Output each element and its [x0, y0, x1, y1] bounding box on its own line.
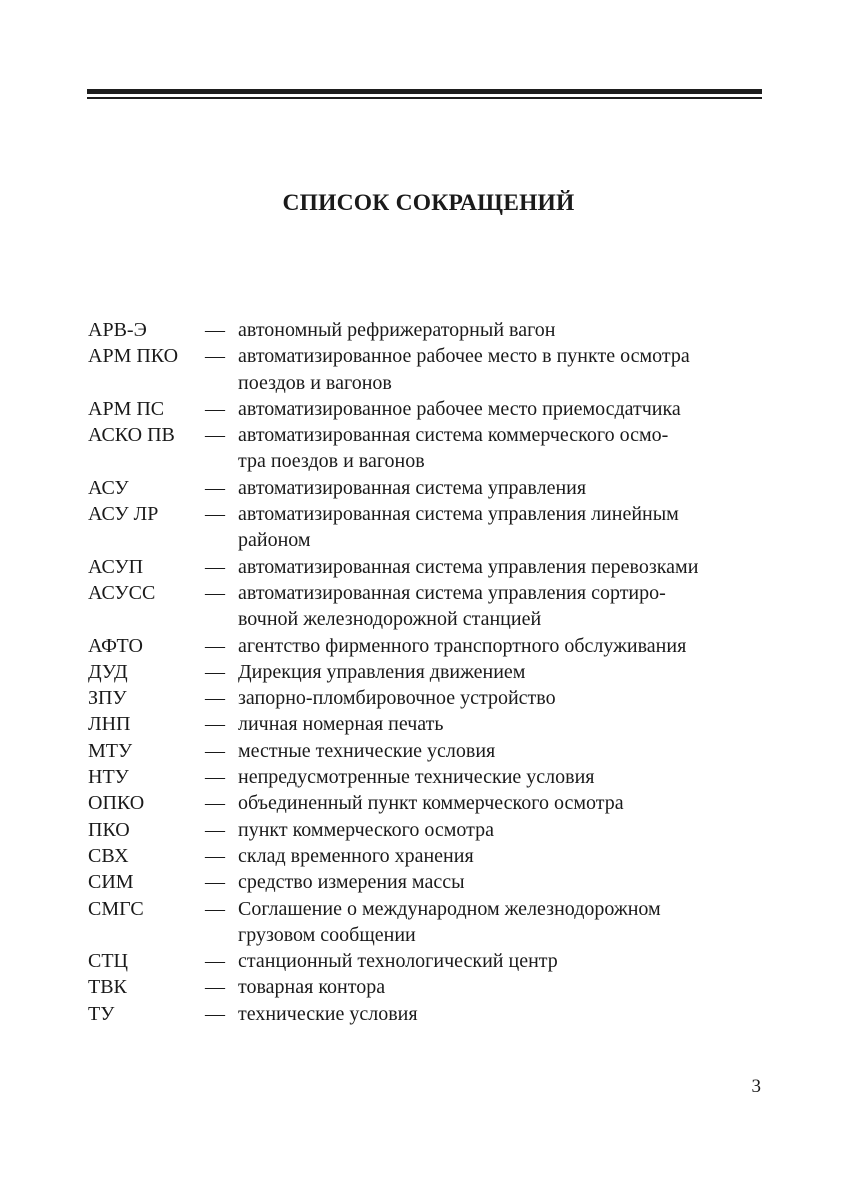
abbreviation-entry: [88, 711, 768, 737]
dash-separator: —: [205, 634, 225, 657]
definition-line: грузовом сообщении: [238, 923, 416, 946]
dash-separator: —: [205, 713, 225, 736]
abbreviation-entry: [88, 501, 768, 554]
definition-line: районом: [238, 529, 311, 552]
abbreviation-term: ПКО: [88, 818, 130, 841]
abbreviation-definition: [238, 711, 768, 737]
abbreviation-entry: [88, 790, 768, 816]
page-number: 3: [751, 1076, 761, 1097]
page-title: СПИСОК СОКРАЩЕНИЙ: [282, 190, 575, 216]
dash-separator: —: [205, 1002, 225, 1025]
definition-line: автоматизированное рабочее место приемосдатчика: [238, 397, 681, 420]
abbreviation-term: АФТО: [88, 634, 143, 657]
abbreviation-definition: [238, 738, 768, 764]
abbreviation-term: ДУД: [88, 660, 128, 683]
abbreviation-entry: [88, 422, 768, 475]
definition-line: технические условия: [238, 1002, 418, 1025]
abbreviation-definition: [238, 475, 768, 501]
abbreviation-entry: [88, 817, 768, 843]
definition-line: станционный технологический центр: [238, 950, 558, 973]
abbreviation-definition: [238, 317, 768, 343]
definition-line: автономный рефрижераторный вагон: [238, 319, 556, 341]
abbreviation-term: АСУСС: [88, 581, 156, 604]
abbreviation-term: СИМ: [88, 871, 134, 894]
abbreviation-term: ЗПУ: [88, 687, 127, 710]
dash-separator: —: [205, 844, 225, 867]
definition-line: поездов и вагонов: [238, 371, 392, 394]
abbreviation-term: АСУ ЛР: [88, 503, 159, 526]
abbreviation-term: СМГС: [88, 897, 144, 920]
dash-separator: —: [205, 345, 225, 368]
dash-separator: —: [205, 397, 225, 420]
abbreviation-term: АСКО ПВ: [88, 424, 175, 447]
abbreviation-definition: [238, 685, 768, 711]
abbreviation-term: НТУ: [88, 766, 129, 789]
abbreviation-definition: [238, 790, 768, 816]
definition-line: пункт коммерческого осмотра: [238, 818, 494, 841]
abbreviation-term: ТУ: [88, 1002, 115, 1025]
abbreviation-entry: [88, 396, 768, 422]
abbreviation-entry: [88, 659, 768, 685]
abbreviation-entry: [88, 580, 768, 633]
dash-separator: —: [205, 660, 225, 683]
abbreviation-definition: [238, 896, 768, 949]
abbreviation-definition: [238, 633, 768, 659]
abbreviation-definition: [238, 764, 768, 790]
abbreviation-definition: [238, 343, 768, 396]
abbreviation-entry: [88, 317, 768, 343]
abbreviation-term: АСУ: [88, 476, 129, 499]
dash-separator: —: [205, 503, 225, 526]
abbreviation-term: СТЦ: [88, 950, 128, 973]
dash-separator: —: [205, 818, 225, 841]
dash-separator: —: [205, 555, 225, 578]
definition-line: непредусмотренные технические условия: [238, 766, 595, 789]
definition-line: агентство фирменного транспортного обслуживания: [238, 634, 687, 657]
definition-line: автоматизированная система управления линейным: [238, 503, 679, 526]
abbreviation-entry: [88, 343, 768, 396]
abbreviation-entry: [88, 475, 768, 501]
abbreviation-definition: [238, 948, 768, 974]
definition-line: средство измерения массы: [238, 871, 465, 894]
abbreviation-definition: [238, 817, 768, 843]
abbreviation-term: СВХ: [88, 844, 129, 867]
definition-line: тра поездов и вагонов: [238, 450, 425, 473]
dash-separator: —: [205, 739, 225, 762]
header-rule-thin: [87, 97, 762, 99]
dash-separator: —: [205, 581, 225, 604]
definition-line: местные технические условия: [238, 739, 496, 762]
abbreviation-definition: [238, 396, 768, 422]
dash-separator: —: [205, 424, 225, 447]
abbreviation-definition: [238, 580, 768, 633]
abbreviation-definition: [238, 422, 768, 475]
dash-separator: —: [205, 871, 225, 894]
definition-line: товарная контора: [238, 976, 386, 999]
abbreviation-entry: [88, 974, 768, 1000]
abbreviation-term: ОПКО: [88, 792, 145, 815]
dash-separator: —: [205, 897, 225, 920]
abbreviation-term: ТВК: [88, 976, 127, 999]
dash-separator: —: [205, 766, 225, 789]
abbreviation-list: [88, 317, 768, 1027]
abbreviation-definition: [238, 659, 768, 685]
abbreviation-entry: [88, 843, 768, 869]
definition-line: склад временного хранения: [238, 844, 474, 867]
dash-separator: —: [205, 476, 225, 499]
abbreviation-term: АРМ ПКО: [88, 345, 179, 368]
definition-line: объединенный пункт коммерческого осмотра: [238, 792, 624, 815]
definition-line: автоматизированная система коммерческого осмо-: [238, 424, 669, 447]
abbreviation-term: АСУП: [88, 555, 144, 578]
abbreviation-definition: [238, 869, 768, 895]
abbreviation-definition: [238, 843, 768, 869]
definition-line: автоматизированная система управления перевозками: [238, 555, 699, 578]
abbreviation-entry: [88, 869, 768, 895]
header-rule-thick: [87, 89, 762, 94]
abbreviation-entry: [88, 685, 768, 711]
definition-line: автоматизированная система управления: [238, 476, 587, 499]
dash-separator: —: [205, 319, 225, 341]
definition-line: вочной железнодорожной станцией: [238, 608, 542, 631]
abbreviation-entry: [88, 554, 768, 580]
abbreviation-entry: [88, 896, 768, 949]
abbreviation-entry: [88, 738, 768, 764]
abbreviation-definition: [238, 974, 768, 1000]
definition-line: автоматизированное рабочее место в пункте осмотра: [238, 345, 690, 368]
abbreviation-term: МТУ: [88, 739, 133, 762]
abbreviation-term: АРМ ПС: [88, 397, 165, 420]
dash-separator: —: [205, 950, 225, 973]
definition-line: личная номерная печать: [238, 713, 444, 736]
definition-line: запорно-пломбировочное устройство: [238, 687, 556, 710]
dash-separator: —: [205, 792, 225, 815]
dash-separator: —: [205, 687, 225, 710]
abbreviation-entry: [88, 1001, 768, 1027]
dash-separator: —: [205, 976, 225, 999]
definition-line: Соглашение о международном железнодорожном: [238, 897, 661, 920]
abbreviation-entry: [88, 764, 768, 790]
definition-line: автоматизированная система управления сортиро-: [238, 581, 666, 604]
abbreviation-term: ЛНП: [88, 713, 131, 736]
abbreviation-term: АРВ-Э: [88, 319, 147, 341]
abbreviation-entry: [88, 633, 768, 659]
abbreviation-definition: [238, 554, 768, 580]
definition-line: Дирекция управления движением: [238, 660, 526, 683]
abbreviation-definition: [238, 1001, 768, 1027]
abbreviation-definition: [238, 501, 768, 554]
abbreviation-entry: [88, 948, 768, 974]
